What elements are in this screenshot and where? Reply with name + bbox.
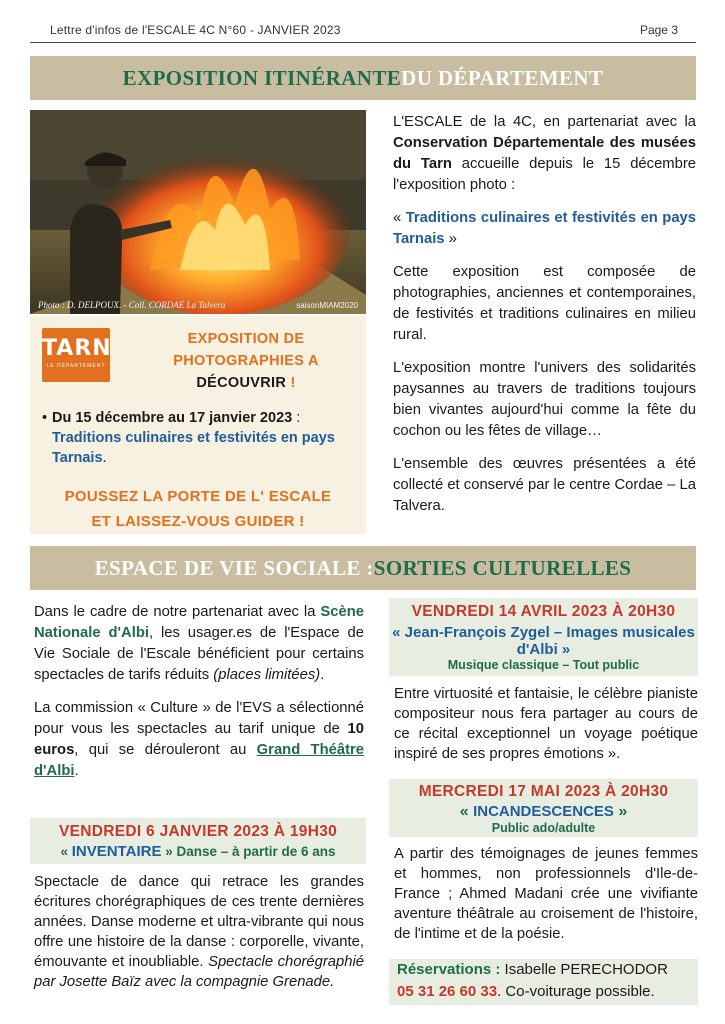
section-banner-exposition — [30, 56, 696, 100]
event2-title: « Jean-François Zygel – Images musicales d'Albi » — [392, 624, 695, 658]
event3-title-line — [389, 803, 698, 821]
grand-theatre: Grand Théâtre d'Albi — [34, 742, 365, 779]
exhibition-paragraph-2 — [393, 208, 696, 250]
exhibition-name: Traditions culinaires et festivités en pays Tarnais — [52, 430, 335, 466]
page-number: Page 3 — [639, 23, 678, 37]
exhibition-paragraph-5: L'ensemble des œuvres présentées a été collecté et conservé par le centre Cordae – La Talvera. — [393, 456, 696, 514]
event3-quote-open: « — [459, 803, 474, 820]
event3-title: INCANDESCENCES — [473, 803, 614, 820]
reservations-contact: Isabelle PERECHODOR — [504, 961, 668, 978]
reservations-box — [389, 959, 698, 1005]
cta-line2: ET LAISSEZ-VOUS GUIDER ! — [91, 513, 305, 530]
event1-quote-close: » — [161, 844, 173, 859]
exhibition-photo — [30, 110, 366, 314]
exhibition-dates: Du 15 décembre au 17 janvier 2023 — [52, 410, 293, 426]
evs-paragraph-2 — [34, 698, 364, 782]
section-banner-sorties — [30, 546, 696, 590]
banner-title-green: EXPOSITION ITINÉRANTE — [122, 65, 402, 90]
reservations-note: . Co-voiturage possible. — [497, 983, 655, 1000]
evs-p2-c: , qui se dérouleront au — [74, 742, 257, 758]
evs-p2-e: . — [74, 763, 79, 779]
banner-title-white: DU DÉPARTEMENT — [401, 65, 604, 90]
exhibition-title-line1: EXPOSITION DE — [187, 331, 305, 347]
photo-credit: Photo : D. DELPOUX. - Coll. CORDAE La Talvera — [38, 300, 226, 310]
event3-quote-close: » — [613, 803, 628, 820]
p1-part-a: L'ESCALE de la 4C, en partenariat avec la — [393, 114, 696, 130]
exhibition-title-line3: DÉCOUVRIR — [196, 375, 287, 391]
exhibition-paragraph-1 — [393, 112, 696, 196]
event-zygel-header — [389, 598, 698, 676]
exhibition-description — [393, 112, 696, 529]
event1-credit: Spectacle chorégraphié par Josette Baïz avec la compagnie Grenade. — [34, 954, 364, 990]
event1-description — [34, 872, 364, 992]
bullet-icon: • — [42, 410, 48, 426]
fire-photo-illustration — [30, 110, 366, 314]
event-inventaire-header — [30, 818, 366, 864]
evs-description — [34, 602, 364, 794]
evs-p1-a: Dans le cadre de notre partenariat avec la — [34, 604, 321, 620]
tarn-logo-text: TARN — [42, 336, 112, 361]
exhibition-info-box — [30, 316, 366, 534]
event1-genre: Danse – à partir de 6 ans — [172, 844, 336, 859]
event-incandescences-header — [389, 779, 698, 837]
conservation-name: Conservation Départementale des musées du Tarn — [393, 135, 696, 172]
reservations-label: Réservations : — [397, 961, 505, 978]
evs-paragraph-1 — [34, 602, 364, 686]
event2-audience: Musique classique – Tout public — [447, 658, 640, 672]
event2-description: Entre virtuosité et fantaisie, le célèbre pianiste compositeur nous fera partager au cours de ce récital exceptionnel un voyage poétique inspiré de ses propres émotions ». — [394, 686, 698, 762]
newsletter-title: Lettre d'infos de l'ESCALE 4C N°60 - JANVIER 2023 — [50, 23, 341, 37]
event1-title-line — [30, 842, 366, 862]
evs-p1-d: (places limitées) — [213, 667, 321, 683]
event2-date: VENDREDI 14 AVRIL 2023 À 20H30 — [411, 603, 676, 620]
exhibition-call-to-action — [40, 484, 356, 534]
exhibition-title-exclamation: ! — [286, 375, 296, 391]
evs-p1-c: , les usager.es de l'Espace de Vie Sociale de l'Escale bénéficient pour certains spectacles de tarifs réduits — [34, 625, 364, 683]
event3-audience: Public ado/adulte — [491, 821, 596, 835]
exhibition-name-end: . — [102, 450, 107, 466]
quote-close: » — [444, 231, 457, 247]
scene-nationale: Scène Nationale d'Albi — [34, 604, 364, 641]
photo-tag: saisonMIAM2020 — [296, 301, 358, 310]
cta-line1: POUSSEZ LA PORTE DE L' ESCALE — [64, 488, 332, 505]
tarn-logo-subtitle: LE DÉPARTEMENT — [46, 363, 106, 369]
quote-open: « — [393, 210, 406, 226]
exhibition-title-line2: PHOTOGRAPHIES A — [173, 353, 319, 369]
event1-quote-open: « — [60, 844, 72, 859]
evs-p1-e: . — [320, 667, 325, 683]
exhibition-dates-colon: : — [292, 410, 301, 426]
event1-date: VENDREDI 6 JANVIER 2023 À 19H30 — [58, 823, 338, 840]
page-header — [30, 20, 696, 43]
exhibition-title-quoted: Traditions culinaires et festivités en pays Tarnais — [393, 210, 697, 247]
banner2-title-green: SORTIES CULTURELLES — [373, 555, 632, 580]
exhibition-dates-item — [42, 408, 360, 468]
event3-date: MERCREDI 17 MAI 2023 À 20H30 — [418, 783, 669, 800]
event1-title: INVENTAIRE — [71, 843, 162, 860]
evs-p2-a: La commission « Culture » de l'EVS a sélectionné pour vous les spectacles au tarif unique de — [34, 700, 364, 737]
event1-text: Spectacle de dance qui retrace les grandes écritures chorégraphiques de ces trente dernières années. Danse moderne et ultra-vibrante qui nous offre une histoire de la danse : corporelle, vivante, émouvante et inoubliable. — [34, 874, 364, 970]
exhibition-box-title — [140, 328, 352, 394]
banner2-title-white: ESPACE DE VIE SOCIALE : — [94, 555, 374, 580]
price: 10 euros — [34, 721, 364, 758]
exhibition-paragraph-3: Cette exposition est composée de photographies, anciennes et contemporaines, de festivités et traditions culinaires en milieu rural. — [393, 264, 696, 343]
p1-part-c: accueille depuis le 15 décembre l'exposition photo : — [393, 156, 697, 193]
event3-description: A partir des témoignages de jeunes femmes et hommes, non professionnels d'Ile-de-France ; Ahmed Madani crée une vivifiante aventure théâtrale au croisement de l'histoire, de l'intime et de la poésie. — [394, 846, 698, 942]
reservations-phone: 05 31 26 60 33 — [397, 983, 498, 1000]
exhibition-paragraph-4: L'exposition montre l'univers des solidarités paysannes au travers de traditions toujours bien vivantes aujourd'hui comme la fête du cochon ou les fêtes de village… — [393, 360, 696, 439]
tarn-logo — [42, 328, 110, 382]
